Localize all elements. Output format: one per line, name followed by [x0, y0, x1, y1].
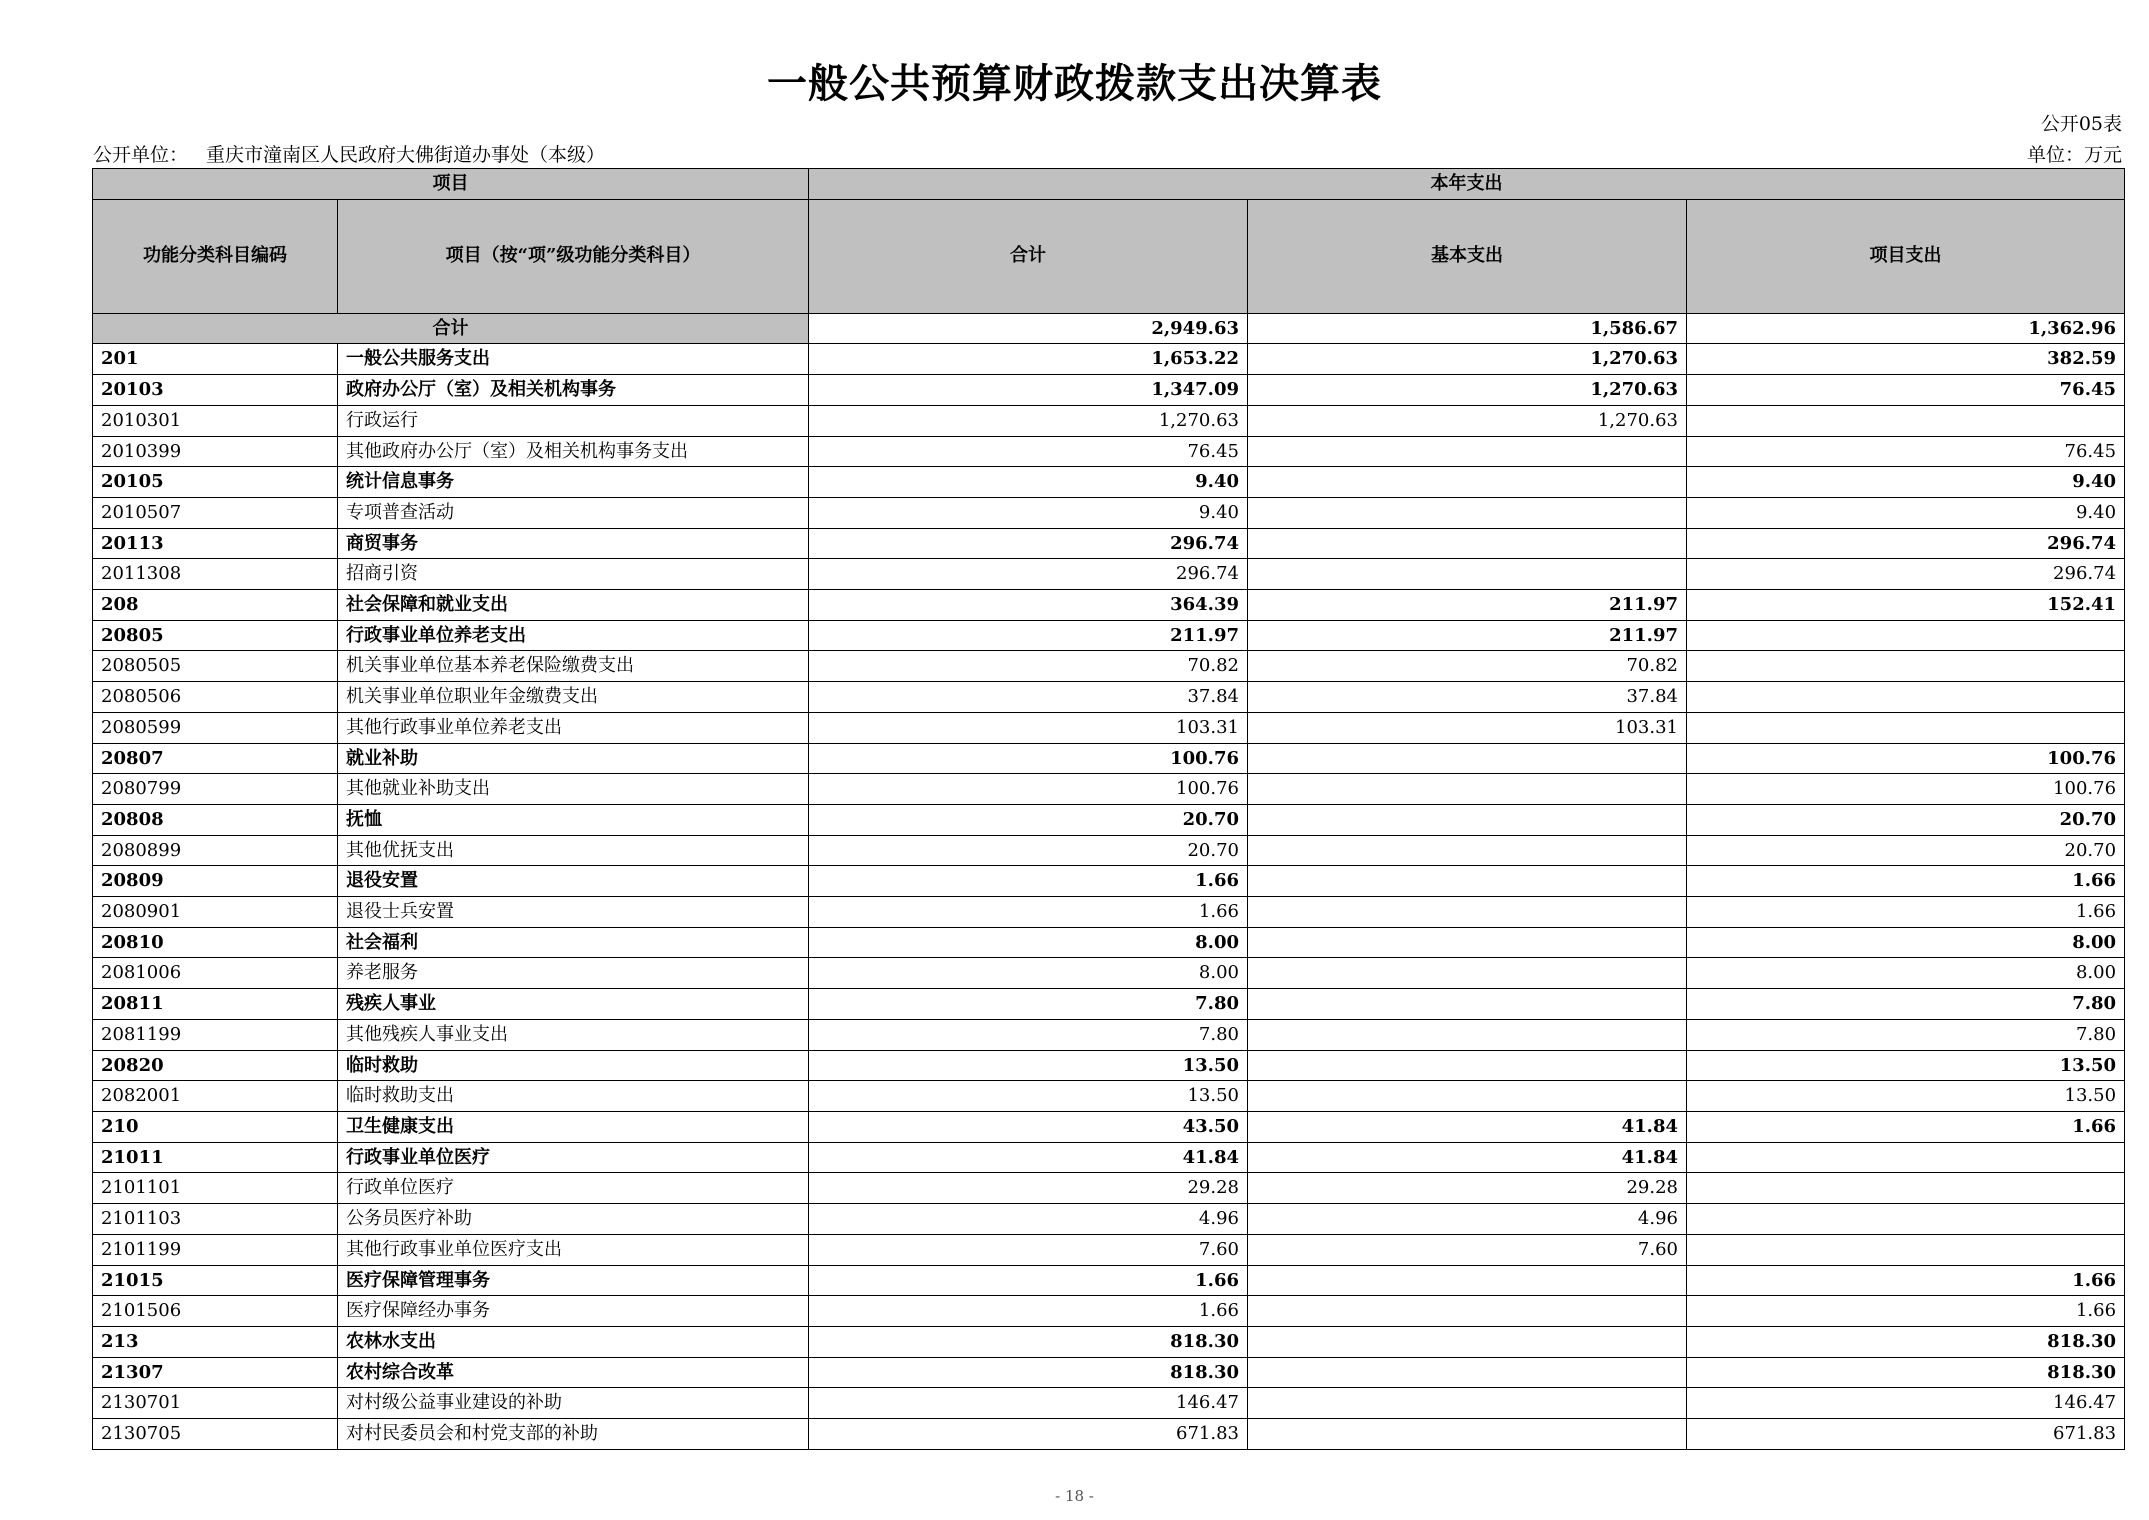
- cell-basic: [1248, 866, 1687, 897]
- table-row: [93, 620, 2125, 651]
- cell-project: 671.83: [1687, 1419, 2125, 1450]
- header-project: 项目: [93, 169, 809, 200]
- cell-code: 20105: [93, 467, 338, 498]
- cell-total: 4.96: [809, 1204, 1248, 1235]
- cell-basic: [1248, 927, 1687, 958]
- cell-code: 2010507: [93, 497, 338, 528]
- cell-project: 382.59: [1687, 344, 2125, 375]
- cell-name: 其他优抚支出: [338, 835, 809, 866]
- cell-project: [1687, 620, 2125, 651]
- cell-project: 1.66: [1687, 897, 2125, 928]
- cell-name: 对村级公益事业建设的补助: [338, 1388, 809, 1419]
- table-row: [93, 344, 2125, 375]
- cell-name: 农林水支出: [338, 1326, 809, 1357]
- cell-basic: [1248, 774, 1687, 805]
- cell-total: 7.80: [809, 989, 1248, 1020]
- cell-code: 2082001: [93, 1081, 338, 1112]
- cell-code: 20103: [93, 375, 338, 406]
- cell-code: 20820: [93, 1050, 338, 1081]
- cell-name: 统计信息事务: [338, 467, 809, 498]
- cell-project: 13.50: [1687, 1050, 2125, 1081]
- cell-total: 8.00: [809, 958, 1248, 989]
- cell-name: 其他残疾人事业支出: [338, 1019, 809, 1050]
- cell-project: 1.66: [1687, 1296, 2125, 1327]
- cell-code: 2081006: [93, 958, 338, 989]
- cell-total: 671.83: [809, 1419, 1248, 1450]
- cell-project: 20.70: [1687, 835, 2125, 866]
- cell-code: 2011308: [93, 559, 338, 590]
- cell-total: 1,347.09: [809, 375, 1248, 406]
- table-row: [93, 1173, 2125, 1204]
- cell-total: 364.39: [809, 590, 1248, 621]
- cell-total: 7.80: [809, 1019, 1248, 1050]
- total-row: [93, 313, 2125, 344]
- header-name: 项目（按“项”级功能分类科目）: [338, 199, 809, 313]
- cell-basic: 70.82: [1248, 651, 1687, 682]
- cell-project: [1687, 712, 2125, 743]
- table-row: [93, 375, 2125, 406]
- cell-total: 100.76: [809, 743, 1248, 774]
- cell-project: 818.30: [1687, 1326, 2125, 1357]
- table-row: [93, 1357, 2125, 1388]
- table-row: [93, 1142, 2125, 1173]
- cell-project: [1687, 405, 2125, 436]
- form-number: 公开05表: [2040, 113, 2122, 135]
- table-row: [93, 497, 2125, 528]
- cell-basic: 211.97: [1248, 620, 1687, 651]
- cell-total: 70.82: [809, 651, 1248, 682]
- cell-code: 2080899: [93, 835, 338, 866]
- table-row: [93, 866, 2125, 897]
- cell-basic: 7.60: [1248, 1234, 1687, 1265]
- cell-total: 76.45: [809, 436, 1248, 467]
- cell-name: 机关事业单位基本养老保险缴费支出: [338, 651, 809, 682]
- publishing-unit: [93, 140, 605, 167]
- cell-basic: [1248, 835, 1687, 866]
- cell-total: 8.00: [809, 927, 1248, 958]
- cell-name: 招商引资: [338, 559, 809, 590]
- cell-total: 296.74: [809, 528, 1248, 559]
- table-row: [93, 743, 2125, 774]
- cell-project: 7.80: [1687, 1019, 2125, 1050]
- cell-basic: 1,270.63: [1248, 375, 1687, 406]
- cell-name: 对村民委员会和村党支部的补助: [338, 1419, 809, 1450]
- cell-basic: [1248, 1326, 1687, 1357]
- cell-project: [1687, 1142, 2125, 1173]
- cell-project: 100.76: [1687, 743, 2125, 774]
- table-row: [93, 1019, 2125, 1050]
- cell-code: 2130705: [93, 1419, 338, 1450]
- cell-project: 818.30: [1687, 1357, 2125, 1388]
- cell-project: 76.45: [1687, 375, 2125, 406]
- table-row: [93, 1081, 2125, 1112]
- cell-name: 社会福利: [338, 927, 809, 958]
- cell-name: 专项普查活动: [338, 497, 809, 528]
- cell-name: 其他政府办公厅（室）及相关机构事务支出: [338, 436, 809, 467]
- header-project-expenditure: 项目支出: [1687, 199, 2125, 313]
- cell-project: 9.40: [1687, 497, 2125, 528]
- cell-code: 21011: [93, 1142, 338, 1173]
- cell-name: 一般公共服务支出: [338, 344, 809, 375]
- cell-total: 20.70: [809, 835, 1248, 866]
- cell-basic: [1248, 1050, 1687, 1081]
- cell-project: 76.45: [1687, 436, 2125, 467]
- cell-total: 7.60: [809, 1234, 1248, 1265]
- cell-basic: [1248, 1081, 1687, 1112]
- cell-total: 1.66: [809, 1296, 1248, 1327]
- cell-basic: 37.84: [1248, 682, 1687, 713]
- cell-project: 146.47: [1687, 1388, 2125, 1419]
- table-row: [93, 467, 2125, 498]
- table-row: [93, 651, 2125, 682]
- cell-basic: [1248, 1419, 1687, 1450]
- table-row: [93, 1326, 2125, 1357]
- cell-code: 201: [93, 344, 338, 375]
- table-row: [93, 559, 2125, 590]
- cell-basic: 4.96: [1248, 1204, 1687, 1235]
- cell-project: 1.66: [1687, 1265, 2125, 1296]
- cell-basic: 41.84: [1248, 1111, 1687, 1142]
- cell-basic: [1248, 436, 1687, 467]
- cell-name: 行政事业单位养老支出: [338, 620, 809, 651]
- cell-code: 2080799: [93, 774, 338, 805]
- cell-basic: [1248, 743, 1687, 774]
- cell-name: 医疗保障管理事务: [338, 1265, 809, 1296]
- expenditure-table: [92, 168, 2125, 1450]
- table-row: [93, 1296, 2125, 1327]
- cell-project: 9.40: [1687, 467, 2125, 498]
- cell-code: 21307: [93, 1357, 338, 1388]
- cell-project: 8.00: [1687, 927, 2125, 958]
- cell-code: 2080505: [93, 651, 338, 682]
- cell-name: 其他行政事业单位医疗支出: [338, 1234, 809, 1265]
- publishing-unit-name: 重庆市潼南区人民政府大佛街道办事处（本级）: [206, 144, 606, 166]
- cell-project: 1.66: [1687, 866, 2125, 897]
- cell-total: 9.40: [809, 497, 1248, 528]
- cell-total: 146.47: [809, 1388, 1248, 1419]
- header-code: 功能分类科目编码: [93, 199, 338, 313]
- cell-name: 临时救助支出: [338, 1081, 809, 1112]
- cell-name: 行政运行: [338, 405, 809, 436]
- cell-total: 296.74: [809, 559, 1248, 590]
- total-project: 1,362.96: [1687, 313, 2125, 344]
- cell-total: 1.66: [809, 897, 1248, 928]
- page-title: 一般公共预算财政拨款支出决算表: [767, 60, 1382, 107]
- cell-name: 医疗保障经办事务: [338, 1296, 809, 1327]
- cell-name: 退役安置: [338, 866, 809, 897]
- cell-name: 退役士兵安置: [338, 897, 809, 928]
- cell-code: 20805: [93, 620, 338, 651]
- cell-total: 41.84: [809, 1142, 1248, 1173]
- table-row: [93, 897, 2125, 928]
- header-row-detail: [93, 199, 2125, 313]
- cell-basic: 1,270.63: [1248, 405, 1687, 436]
- cell-project: [1687, 1234, 2125, 1265]
- cell-code: 2010399: [93, 436, 338, 467]
- cell-code: 20811: [93, 989, 338, 1020]
- cell-code: 2080599: [93, 712, 338, 743]
- cell-name: 就业补助: [338, 743, 809, 774]
- header-total: 合计: [809, 199, 1248, 313]
- cell-code: 2101101: [93, 1173, 338, 1204]
- cell-code: 210: [93, 1111, 338, 1142]
- header-current-year: 本年支出: [809, 169, 2125, 200]
- cell-total: 103.31: [809, 712, 1248, 743]
- table-row: [93, 1388, 2125, 1419]
- cell-project: 296.74: [1687, 528, 2125, 559]
- table-row: [93, 927, 2125, 958]
- cell-basic: 211.97: [1248, 590, 1687, 621]
- cell-code: 213: [93, 1326, 338, 1357]
- cell-basic: [1248, 897, 1687, 928]
- cell-project: 152.41: [1687, 590, 2125, 621]
- cell-name: 卫生健康支出: [338, 1111, 809, 1142]
- cell-code: 20113: [93, 528, 338, 559]
- cell-name: 行政事业单位医疗: [338, 1142, 809, 1173]
- cell-basic: [1248, 528, 1687, 559]
- cell-code: 2101506: [93, 1296, 338, 1327]
- cell-total: 818.30: [809, 1326, 1248, 1357]
- cell-total: 29.28: [809, 1173, 1248, 1204]
- cell-name: 养老服务: [338, 958, 809, 989]
- cell-name: 政府办公厅（室）及相关机构事务: [338, 375, 809, 406]
- cell-project: 8.00: [1687, 958, 2125, 989]
- cell-code: 2101199: [93, 1234, 338, 1265]
- cell-basic: [1248, 804, 1687, 835]
- cell-total: 43.50: [809, 1111, 1248, 1142]
- table-row: [93, 835, 2125, 866]
- cell-basic: [1248, 958, 1687, 989]
- table-row: [93, 712, 2125, 743]
- cell-basic: [1248, 1388, 1687, 1419]
- cell-total: 9.40: [809, 467, 1248, 498]
- cell-name: 机关事业单位职业年金缴费支出: [338, 682, 809, 713]
- table-row: [93, 1204, 2125, 1235]
- cell-total: 1,270.63: [809, 405, 1248, 436]
- total-label: 合计: [93, 313, 809, 344]
- cell-project: 7.80: [1687, 989, 2125, 1020]
- cell-total: 1,653.22: [809, 344, 1248, 375]
- cell-total: 1.66: [809, 866, 1248, 897]
- cell-project: 296.74: [1687, 559, 2125, 590]
- table-row: [93, 682, 2125, 713]
- cell-basic: [1248, 1019, 1687, 1050]
- cell-name: 其他行政事业单位养老支出: [338, 712, 809, 743]
- table-row: [93, 436, 2125, 467]
- cell-project: [1687, 1173, 2125, 1204]
- table-row: [93, 804, 2125, 835]
- cell-total: 211.97: [809, 620, 1248, 651]
- cell-basic: [1248, 1265, 1687, 1296]
- cell-basic: [1248, 989, 1687, 1020]
- cell-name: 社会保障和就业支出: [338, 590, 809, 621]
- cell-project: 100.76: [1687, 774, 2125, 805]
- cell-total: 13.50: [809, 1081, 1248, 1112]
- cell-project: [1687, 1204, 2125, 1235]
- cell-name: 行政单位医疗: [338, 1173, 809, 1204]
- cell-basic: 103.31: [1248, 712, 1687, 743]
- header-row-top: [93, 169, 2125, 200]
- publishing-unit-label: 公开单位：: [93, 144, 189, 166]
- table-row: [93, 989, 2125, 1020]
- cell-code: 2080901: [93, 897, 338, 928]
- cell-code: 2130701: [93, 1388, 338, 1419]
- cell-code: 208: [93, 590, 338, 621]
- cell-basic: 1,270.63: [1248, 344, 1687, 375]
- cell-total: 818.30: [809, 1357, 1248, 1388]
- cell-name: 其他就业补助支出: [338, 774, 809, 805]
- table-row: [93, 1265, 2125, 1296]
- table-row: [93, 590, 2125, 621]
- cell-basic: [1248, 497, 1687, 528]
- table-row: [93, 958, 2125, 989]
- total-sum: 2,949.63: [809, 313, 1248, 344]
- cell-code: 2081199: [93, 1019, 338, 1050]
- cell-name: 农村综合改革: [338, 1357, 809, 1388]
- table-row: [93, 1111, 2125, 1142]
- cell-project: 20.70: [1687, 804, 2125, 835]
- cell-basic: 29.28: [1248, 1173, 1687, 1204]
- cell-name: 残疾人事业: [338, 989, 809, 1020]
- cell-project: [1687, 651, 2125, 682]
- cell-basic: 41.84: [1248, 1142, 1687, 1173]
- cell-basic: [1248, 559, 1687, 590]
- cell-basic: [1248, 1296, 1687, 1327]
- cell-name: 公务员医疗补助: [338, 1204, 809, 1235]
- page-number: - 18 -: [1055, 1487, 1094, 1505]
- cell-code: 2101103: [93, 1204, 338, 1235]
- cell-basic: [1248, 467, 1687, 498]
- cell-total: 37.84: [809, 682, 1248, 713]
- cell-project: [1687, 682, 2125, 713]
- table-row: [93, 1419, 2125, 1450]
- cell-name: 抚恤: [338, 804, 809, 835]
- cell-total: 100.76: [809, 774, 1248, 805]
- table-row: [93, 528, 2125, 559]
- cell-code: 2080506: [93, 682, 338, 713]
- cell-project: 1.66: [1687, 1111, 2125, 1142]
- header-basic: 基本支出: [1248, 199, 1687, 313]
- cell-code: 20807: [93, 743, 338, 774]
- table-row: [93, 1050, 2125, 1081]
- cell-name: 商贸事务: [338, 528, 809, 559]
- cell-total: 13.50: [809, 1050, 1248, 1081]
- total-basic: 1,586.67: [1248, 313, 1687, 344]
- cell-code: 2010301: [93, 405, 338, 436]
- cell-code: 20809: [93, 866, 338, 897]
- currency-unit: 单位：万元: [2026, 144, 2122, 166]
- cell-code: 20808: [93, 804, 338, 835]
- table-row: [93, 1234, 2125, 1265]
- cell-basic: [1248, 1357, 1687, 1388]
- cell-name: 临时救助: [338, 1050, 809, 1081]
- cell-total: 1.66: [809, 1265, 1248, 1296]
- cell-project: 13.50: [1687, 1081, 2125, 1112]
- table-row: [93, 774, 2125, 805]
- cell-code: 20810: [93, 927, 338, 958]
- table-row: [93, 405, 2125, 436]
- cell-total: 20.70: [809, 804, 1248, 835]
- cell-code: 21015: [93, 1265, 338, 1296]
